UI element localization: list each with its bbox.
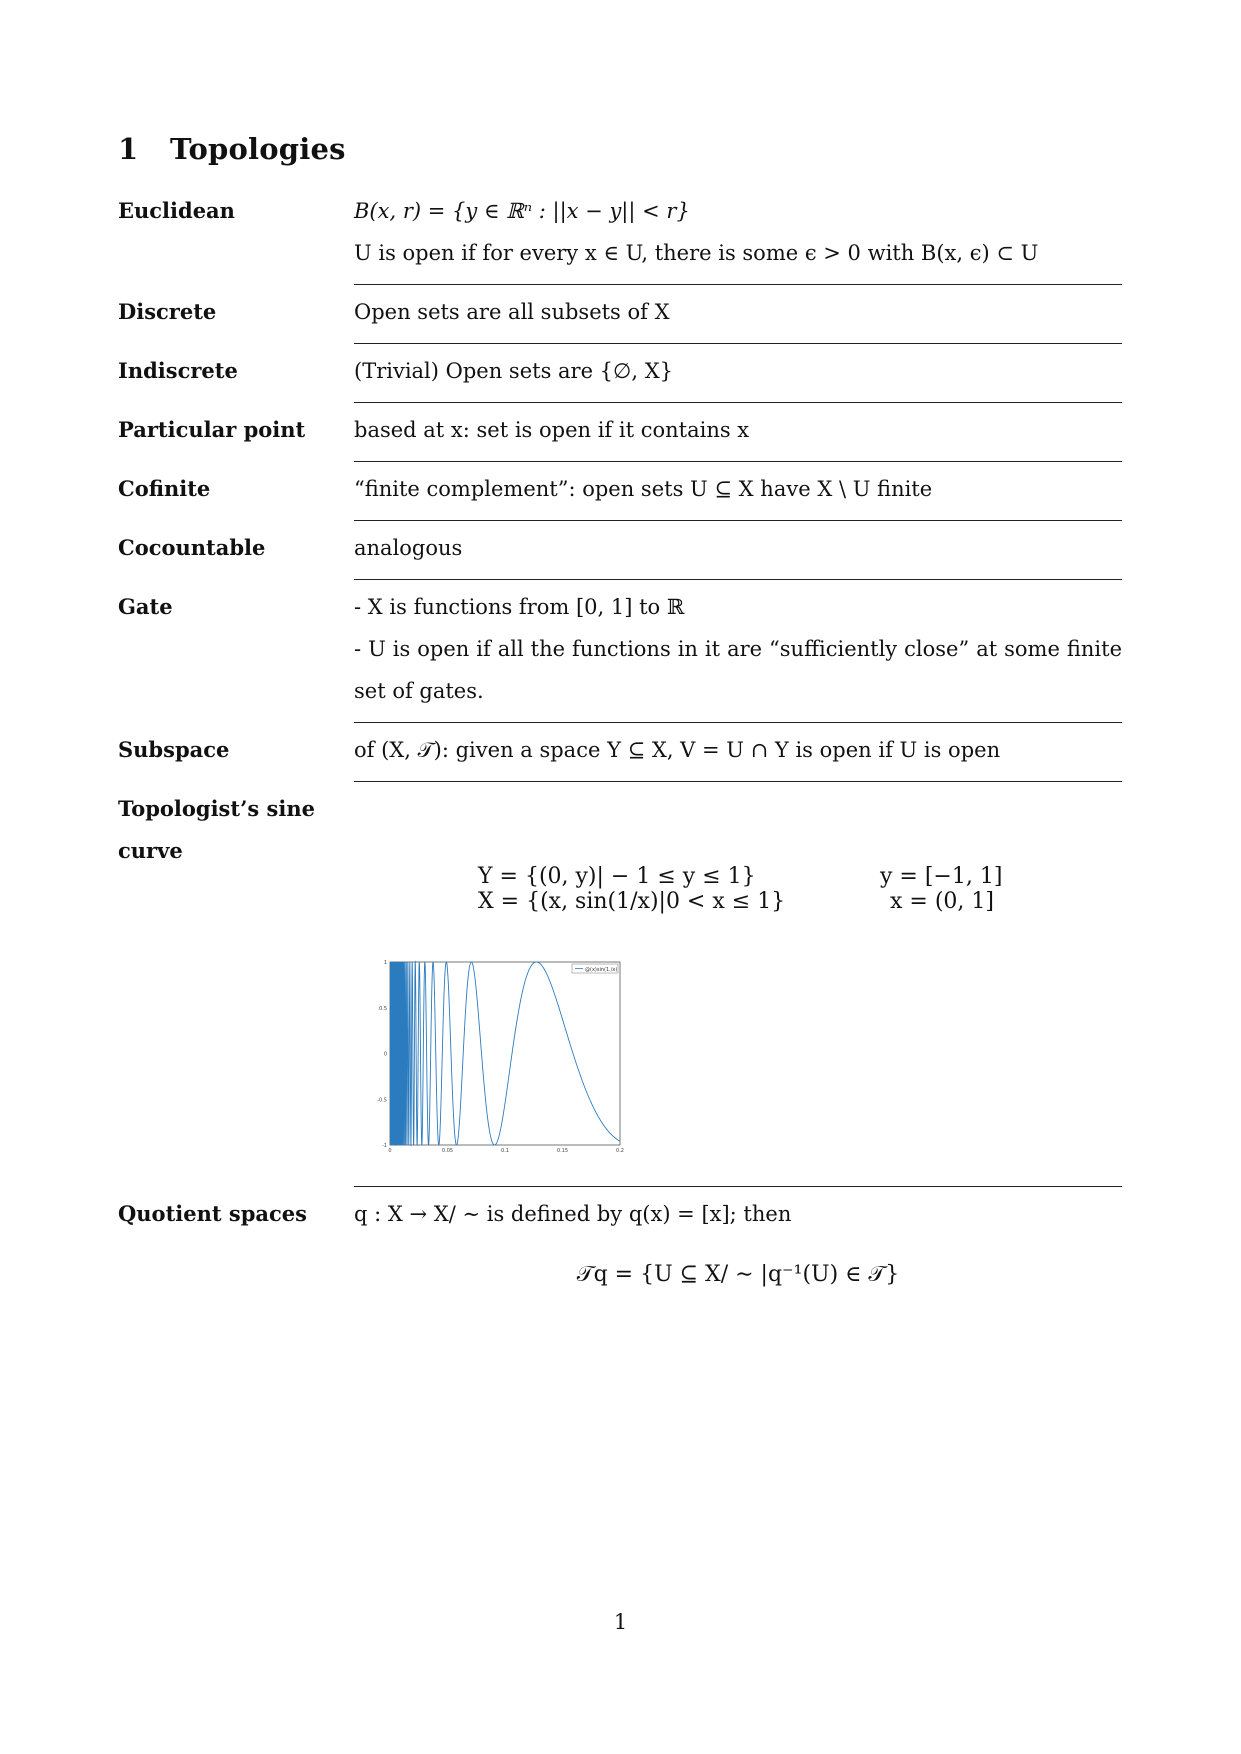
subspace-definition: of (X, 𝒯): given a space Y ⊆ X, V = U ∩ Y is open if U is open xyxy=(354,738,1001,762)
x-tick-label: 0.05 xyxy=(441,1148,454,1154)
divider xyxy=(354,402,1122,403)
y-tick-label: 0 xyxy=(383,1051,387,1058)
sine-curve-ranges xyxy=(880,864,1003,914)
sine-curve-x-set: X = {(x, sin(1/x)|0 < x ≤ 1} xyxy=(478,889,786,914)
y-tick-label: -1 xyxy=(382,1143,387,1149)
cofinite-definition: “finite complement”: open sets U ⊆ X have X \ U finite xyxy=(354,477,933,501)
divider xyxy=(354,461,1122,462)
indiscrete-definition: (Trivial) Open sets are {∅, X} xyxy=(354,359,673,383)
divider xyxy=(354,781,1122,782)
divider xyxy=(354,343,1122,344)
cocountable-definition: analogous xyxy=(354,536,463,560)
quotient-definition: q : X → X/ ∼ is defined by q(x) = [x]; then xyxy=(354,1202,792,1226)
plot-frame xyxy=(390,962,620,1145)
term-indiscrete: Indiscrete xyxy=(118,358,238,383)
legend-label: @(x)sin(1./x) xyxy=(585,967,618,973)
sine-curve-plot xyxy=(376,956,626,1156)
gate-definition-1: - X is functions from [0, 1] to ℝ xyxy=(354,595,685,619)
discrete-definition: Open sets are all subsets of X xyxy=(354,300,670,324)
term-particular-point: Particular point xyxy=(118,417,306,442)
sine-curve-y-set: Y = {(0, y)| − 1 ≤ y ≤ 1} xyxy=(478,864,756,889)
dense-oscillation-region xyxy=(390,962,396,1145)
x-tick-label: 0.1 xyxy=(501,1148,509,1154)
term-topologists-sine-curve: Topologist’s sine curve xyxy=(118,796,315,863)
divider xyxy=(354,722,1122,723)
y-tick-label: -0.5 xyxy=(377,1097,387,1104)
y-tick-label: 1 xyxy=(383,960,387,966)
divider xyxy=(354,579,1122,580)
gate-definition-2: - U is open if all the functions in it are “sufficiently close” at some finite set of gates. xyxy=(354,637,1122,703)
term-cofinite: Cofinite xyxy=(118,476,211,501)
divider xyxy=(354,284,1122,285)
euclidean-open-definition: U is open if for every x ∈ U, there is some ϵ > 0 with B(x, ϵ) ⊂ U xyxy=(354,241,1039,265)
y-tick-label: 0.5 xyxy=(379,1005,387,1012)
plot-legend xyxy=(572,964,618,973)
term-euclidean: Euclidean xyxy=(118,198,235,223)
term-gate: Gate xyxy=(118,594,173,619)
sine-curve-y-range: y = [−1, 1] xyxy=(880,864,1003,889)
page-number: 1 xyxy=(613,1610,628,1634)
euclidean-ball-definition: B(x, r) = {y ∈ ℝⁿ : ||x − y|| < r} xyxy=(354,199,690,223)
section-number: 1 xyxy=(118,132,139,166)
x-tick-label: 0.15 xyxy=(556,1148,569,1154)
term-subspace: Subspace xyxy=(118,737,230,762)
term-discrete: Discrete xyxy=(118,299,217,324)
divider xyxy=(354,1186,1122,1187)
x-tick-label: 0 xyxy=(388,1148,392,1154)
particular-point-definition: based at x: set is open if it contains x xyxy=(354,418,750,442)
section-heading xyxy=(118,132,346,166)
term-cocountable: Cocountable xyxy=(118,535,266,560)
quotient-topology-formula: 𝒯q = {U ⊆ X/ ∼ |q⁻¹(U) ∈ 𝒯} xyxy=(576,1262,900,1287)
term-quotient-spaces: Quotient spaces xyxy=(118,1201,307,1226)
sine-curve-equations xyxy=(478,864,785,914)
section-title: Topologies xyxy=(170,132,346,166)
x-tick-label: 0.2 xyxy=(616,1148,624,1154)
divider xyxy=(354,520,1122,521)
sine-curve-x-range: x = (0, 1] xyxy=(890,889,994,914)
